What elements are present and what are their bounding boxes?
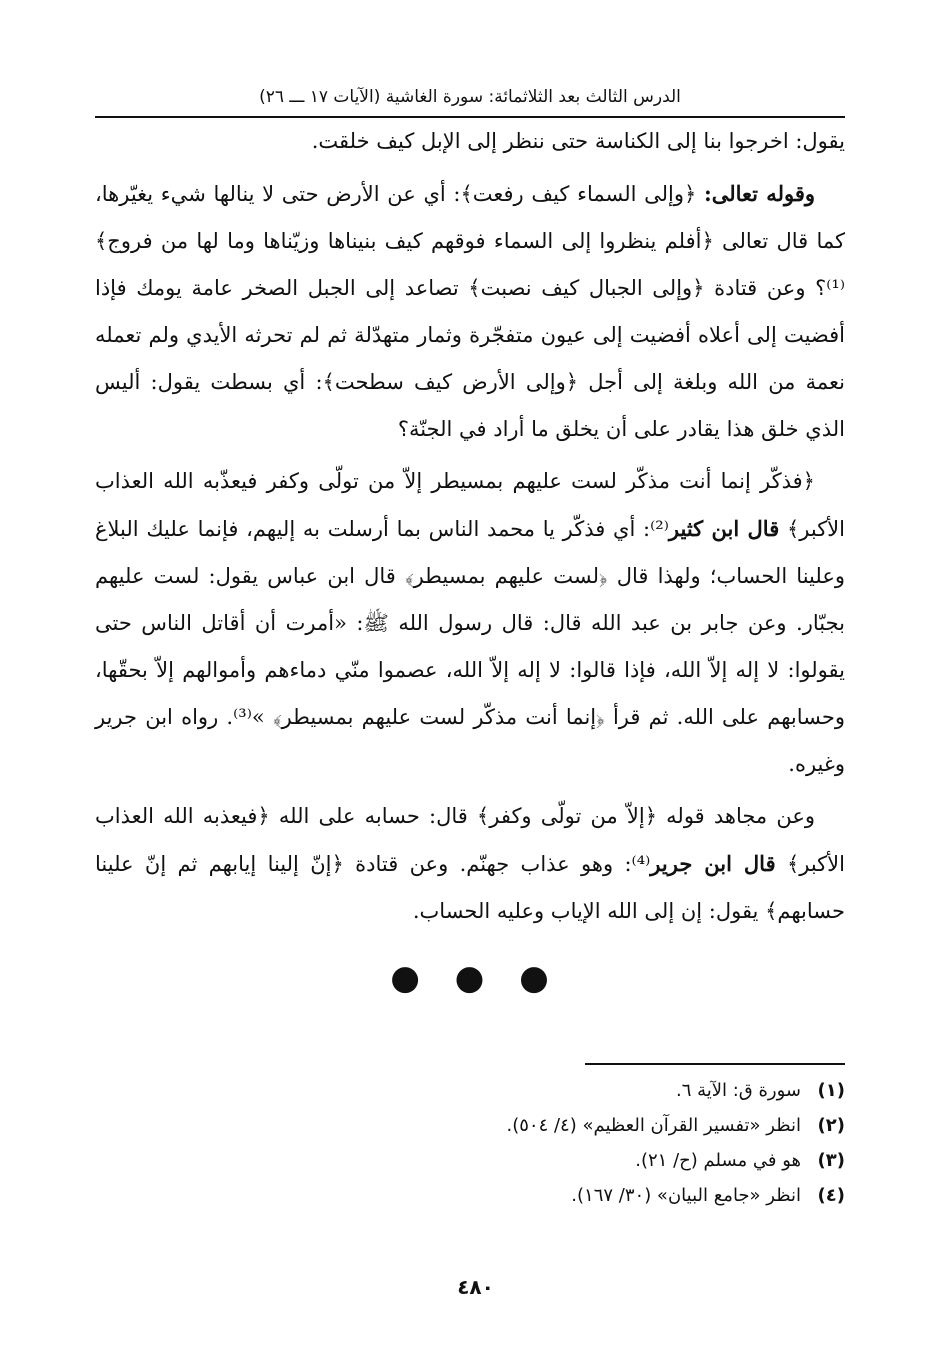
footnote-ref: ⁽⁴⁾ [631,852,651,876]
footnote-item [95,1108,845,1143]
footnote-text: انظر «جامع البيان» (٣٠/ ١٦٧). [571,1185,801,1206]
footnote-ref: ⁽³⁾ [233,705,252,729]
footnote-number: (١) [817,1080,845,1101]
footnote-item [95,1178,845,1213]
paragraph-4 [95,793,845,935]
footnote-number: (٣) [817,1150,845,1171]
text-segment: وعن مجاهد قوله ﴿إلاّ من تولّى وكفر﴾ قال: حسابه على الله ﴿فيعذبه الله العذاب الأكبر﴾ [95,804,845,876]
paragraph-3 [95,458,845,788]
section-separator: ● ● ● [390,958,561,998]
footnote-text: هو في مسلم (ح/ ٢١). [635,1150,801,1171]
bold-citation: قال ابن جرير [650,851,776,876]
footnote-text: سورة ق: الآية ٦. [675,1080,801,1101]
footnote-ref: ⁽¹⁾ [826,276,845,300]
footnote-item [95,1073,845,1108]
footnote-ref: ⁽²⁾ [650,517,669,541]
text-segment: : وهو عذاب جهنّم. وعن قتادة ﴿إنّ إلينا إيابهم ثم إنّ علينا حسابهم﴾ يقول: إن إلى الله الإياب وعليه الحساب. [95,852,845,923]
paragraph-2 [95,170,845,453]
page-number: ٤٨٠ [457,1275,494,1299]
footnote-divider [585,1063,845,1065]
text-segment: يقول: اخرجوا بنا إلى الكناسة حتى ننظر إلى الإبل كيف خلقت. [311,129,845,153]
text-segment: : أي فذكّر يا محمد الناس بما أرسلت به إليهم، فإنما عليك البلاغ وعلينا الحساب؛ ولهذا قال ﴿لست عليهم بمسيطر﴾ قال ابن عباس يقول: لست عليهم بجبّار. وعن جابر بن عبد الله قال: قال رسول الله ﷺ: «أمرت أن أقاتل الناس حتى يقولوا: لا إله إلاّ الله، فإذا قالوا: لا إله إلاّ الله، عصموا منّي دماءهم وأموالهم إلاّ بحقّها، وحسابهم على الله. ثم قرأ ﴿إنما أنت مذكّر لست عليهم بمسيطر﴾ » [95,517,845,729]
text-segment: ﴿فذكّر إنما أنت مذكّر لست عليهم بمسيطر إلاّ من تولّى وكفر فيعذّبه الله العذاب الأكبر﴾ [95,469,845,541]
main-text [95,118,845,935]
running-header: الدرس الثالث بعد الثلاثمائة: سورة الغاشية (الآيات ١٧ ـــ ٢٦) [259,87,681,107]
footnote-number: (٤) [817,1185,845,1206]
footnote-text: انظر «تفسير القرآن العظيم» (٤/ ٥٠٤). [506,1115,801,1136]
text-segment: . رواه ابن جرير وغيره. [95,705,845,776]
text-segment: ؟ وعن قتادة ﴿وإلى الجبال كيف نصبت﴾ تصاعد إلى الجبل الصخر عامة يومك فإذا أفضيت إلى أعلاه أفضيت إلى عيون متفجّرة وثمار متهدّلة ثم لم تحرثه الأيدي ولم تعمله نعمة من الله وبلغة إلى أجل ﴿وإلى الأرض كيف سطحت﴾: أي بسطت يقول: أليس الذي خلق هذا يقادر على أن يخلق ما أراد في الجنّة؟ [95,276,845,441]
footnote-item [95,1143,845,1178]
bold-citation: قال ابن كثير [668,516,780,541]
bold-lead: وقوله تعالى: [703,181,815,206]
paragraph-1 [95,118,845,165]
footnote-number: (٢) [817,1115,845,1136]
text-segment: ﴿وإلى السماء كيف رفعت﴾: أي عن الأرض حتى لا ينالها شيء يغيّرها، كما قال تعالى ﴿أفلم ينظروا إلى السماء فوقهم كيف بنيناها وزيّناها وما لها من فروج﴾ [95,182,845,253]
footnotes [95,1073,845,1213]
